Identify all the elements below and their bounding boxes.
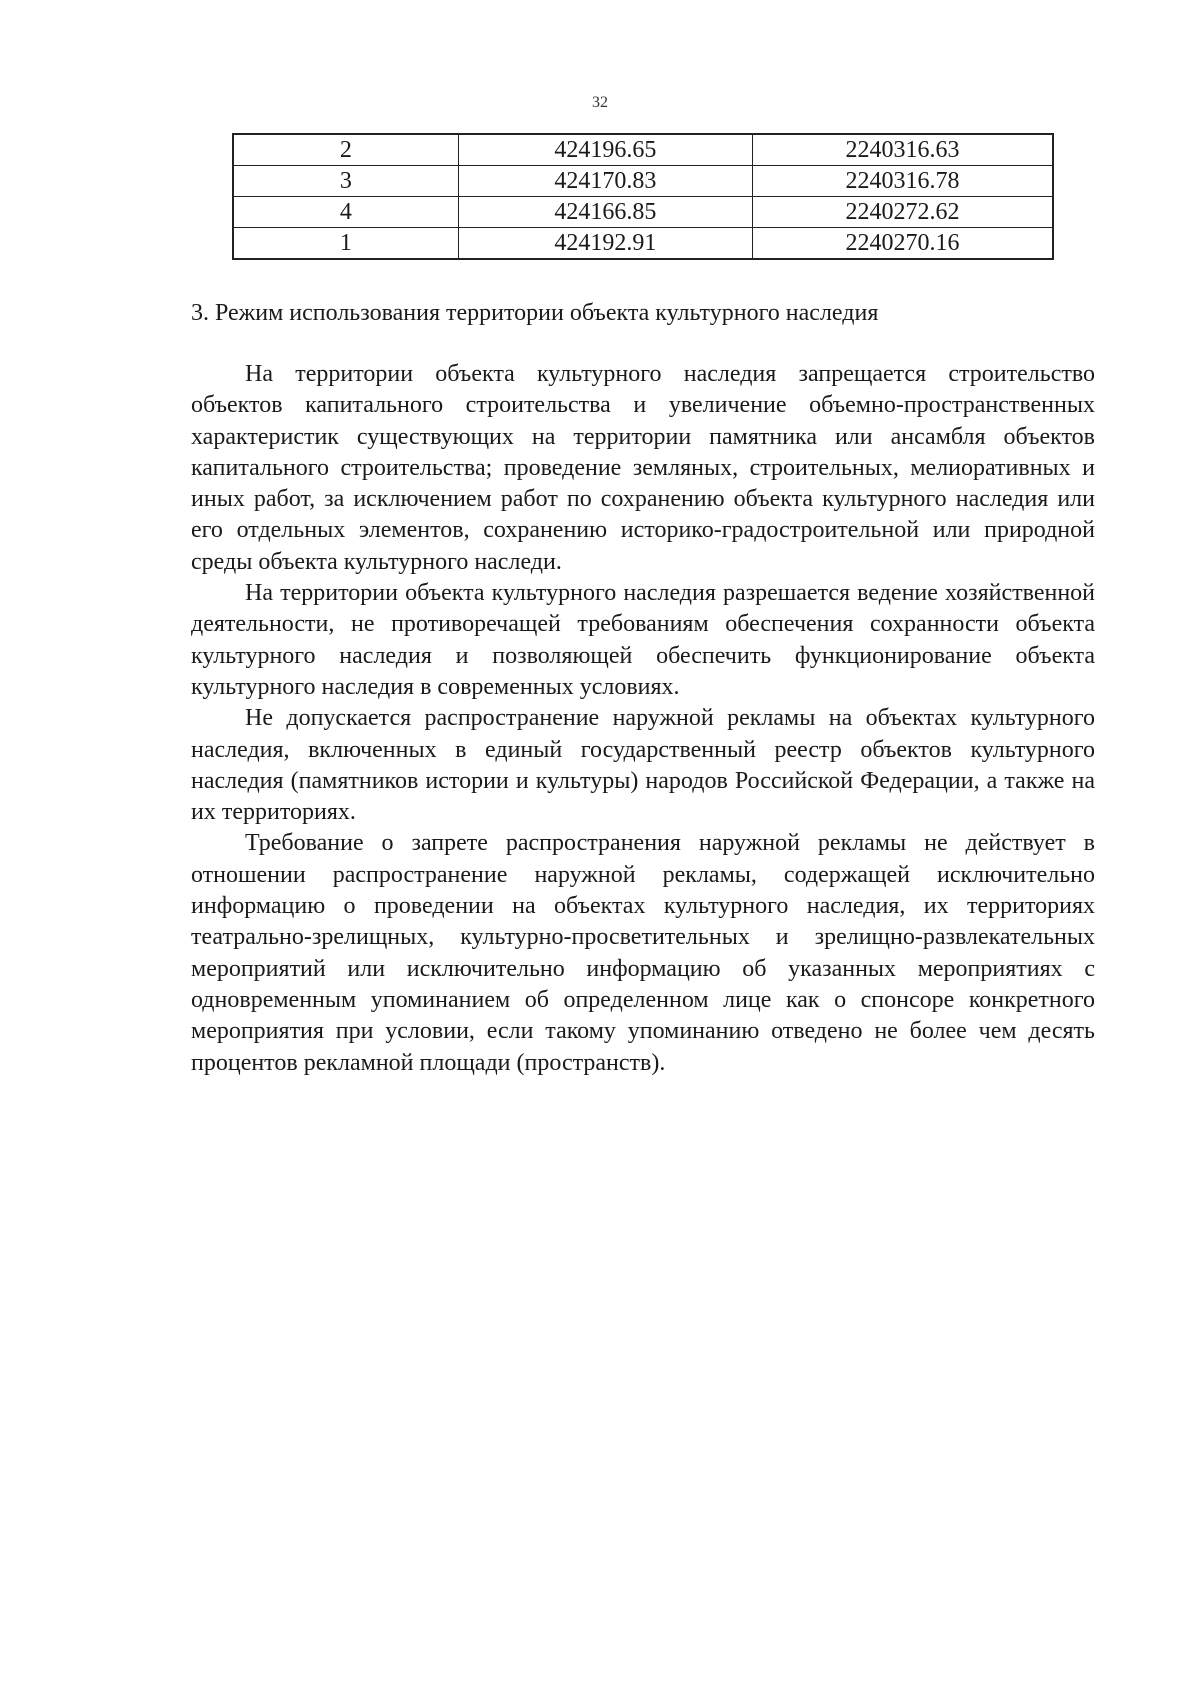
point-number-cell: 1 <box>233 228 458 260</box>
paragraph: Требование о запрете распространения наружной рекламы не действует в отношении распространение наружной рекламы, содержащей исключительно информацию о проведении на объектах культурного наследия, их территориях театрально-зрелищных, культурно-просветительных и зрелищно-развлекательных мероприятий или исключительно информацию об указанных мероприятиях с одновременным упоминанием об определенном лице как о спонсоре конкретного мероприятия при условии, если такому упоминанию отведено не более чем десять процентов рекламной площади (пространств). <box>191 830 1095 1076</box>
page-number: 32 <box>592 94 608 111</box>
point-number-cell: 4 <box>233 197 458 228</box>
x-coordinate-cell: 424192.91 <box>458 228 752 260</box>
table-row <box>233 166 1053 197</box>
y-coordinate-cell: 2240316.63 <box>752 134 1053 166</box>
point-number-cell: 3 <box>233 166 458 197</box>
section-body <box>191 359 1095 1079</box>
point-number-cell: 2 <box>233 134 458 166</box>
table-row <box>233 134 1053 166</box>
y-coordinate-cell: 2240270.16 <box>752 228 1053 260</box>
table-row <box>233 197 1053 228</box>
y-coordinate-cell: 2240272.62 <box>752 197 1053 228</box>
table-row <box>233 228 1053 260</box>
paragraph: На территории объекта культурного наследия разрешается ведение хозяйственной деятельности, не противоречащей требованиям обеспечения сохранности объекта культурного наследия и позволяющей обеспечить функционирование объекта культурного наследия в современных условиях. <box>191 580 1095 700</box>
paragraph: На территории объекта культурного наследия запрещается строительство объектов капитального строительства и увеличение объемно-пространственных характеристик существующих на территории памятника или ансамбля объектов капитального строительства; проведение земляных, строительных, мелиоративных и иных работ, за исключением работ по сохранению объекта культурного наследия или его отдельных элементов, сохранению историко-градостроительной или природной среды объекта культурного наследи. <box>191 361 1095 575</box>
x-coordinate-cell: 424196.65 <box>458 134 752 166</box>
x-coordinate-cell: 424166.85 <box>458 197 752 228</box>
section-heading: 3. Режим использования территории объекта культурного наследия <box>191 300 879 326</box>
x-coordinate-cell: 424170.83 <box>458 166 752 197</box>
y-coordinate-cell: 2240316.78 <box>752 166 1053 197</box>
paragraph: Не допускается распространение наружной рекламы на объектах культурного наследия, включенных в единый государственный реестр объектов культурного наследия (памятников истории и культуры) народов Российской Федерации, а также на их территориях. <box>191 705 1095 826</box>
coordinates-table <box>232 133 1054 260</box>
